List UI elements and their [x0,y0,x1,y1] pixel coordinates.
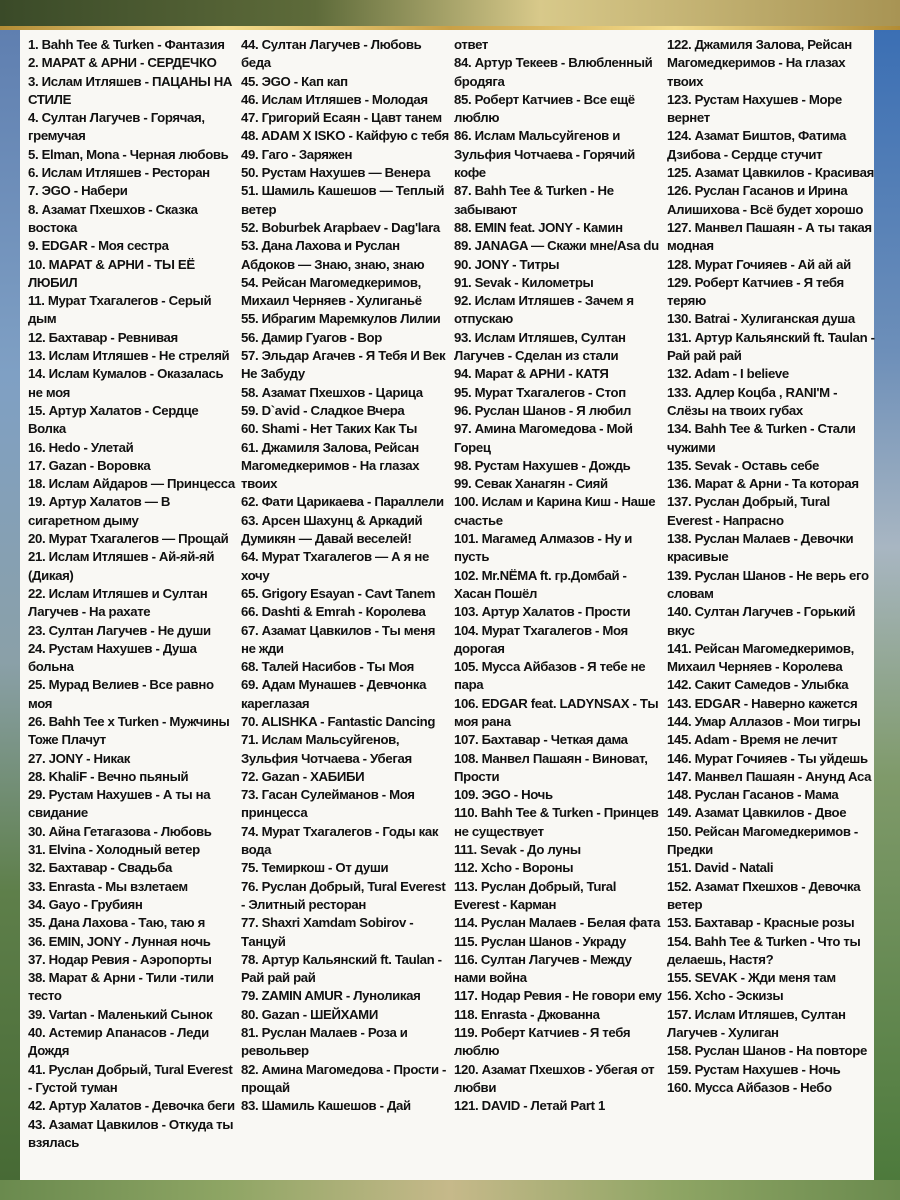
track-item: 46. Ислам Итляшев - Молодая [241,91,428,107]
track-item: 150. Рейсан Магомедкеримов - Предки [667,823,858,858]
track-item: 99. Севак Ханагян - Сияй [454,476,608,492]
track-item: ответ [454,37,488,52]
track-item: 143. EDGAR - Наверно кажется [667,695,858,711]
track-item: 80. Gazan - ШЕЙХАМИ [241,1006,378,1022]
track-item: 60. Shami - Нет Таких Как Ты [241,421,418,437]
track-item: 129. Роберт Катчиев - Я тебя теряю [667,274,844,309]
track-item: 153. Бахтавар - Красные розы [667,915,855,931]
track-item: 12. Бахтавар - Ревнивая [28,329,178,345]
track-item: 112. Xcho - Вороны [454,860,574,876]
track-item: 47. Григорий Есаян - Цавт танем [241,110,442,126]
track-item: 126. Руслан Гасанов и Ирина Алишихова - Всё будет хорошо [667,183,864,217]
track-item: 67. Азамат Цавкилов - Ты меня не жди [241,622,436,656]
track-item: 25. Мурад Велиев - Все равно моя [28,677,214,711]
track-item: 32. Бахтавар - Свадьба [28,860,173,876]
track-item: 96. Руслан Шанов - Я любил [454,402,632,418]
track-item: 81. Руслан Малаев - Роза и револьвер [241,1025,408,1059]
track-item: 82. Амина Магомедова - Прости - прощай [241,1061,447,1095]
track-item: 116. Султан Лагучев - Между нами война [454,951,632,986]
track-item: 135. Sevak - Оставь себе [667,457,820,473]
tracklist-column-3 [454,36,667,1180]
track-item: 27. JONY - Никак [28,750,130,766]
track-item: 42. Артур Халатов - Девочка беги [28,1098,235,1114]
track-item: 35. Дана Лахова - Таю, таю я [28,915,205,931]
track-item: 1. Bahh Tee & Turken - Фантазия [28,37,225,52]
track-item: 131. Артур Кальянский ft. Taulan - Рай рай рай [667,329,875,364]
track-item: 157. Ислам Итляшев, Султан Лагучев - Хулиган [667,1006,846,1041]
track-item: 86. Ислам Мальсуйгенов и Зульфия Чотчаева - Горячий кофе [454,128,635,181]
track-item: 149. Азамат Цавкилов - Двое [667,805,847,821]
track-item: 102. Mr.NЁMA ft. гр.Домбай - Хасан Пошёл [454,567,627,601]
track-item: 123. Рустам Нахушев - Море вернет [667,91,842,126]
track-item: 17. Gazan - Воровка [28,457,151,473]
track-item: 160. Мусса Айбазов - Небо [667,1079,832,1095]
track-item: 59. D`avid - Сладкое Вчера [241,402,405,418]
track-item: 130. Batrai - Хулиганская душа [667,311,855,327]
track-item: 88. EMIN feat. JONY - Камин [454,219,623,235]
track-item: 24. Рустам Нахушев - Душа больна [28,640,197,675]
bottom-photo-border [0,1180,900,1200]
track-item: 106. EDGAR feat. LADYNSAX - Ты моя рана [454,695,659,729]
track-item: 110. Bahh Tee & Turken - Принцев не существует [454,805,659,839]
track-item: 117. Нодар Ревия - Не говори ему [454,988,662,1004]
track-item: 134. Bahh Tee & Turken - Стали чужими [667,421,856,455]
track-item: 138. Руслан Малаев - Девочки красивые [667,531,854,565]
track-item: 62. Фати Царикаева - Параллели [241,494,444,510]
track-item: 36. EMIN, JONY - Лунная ночь [28,933,211,949]
track-item: 15. Артур Халатов - Сердце Волка [28,402,199,437]
track-item: 20. Мурат Тхагалегов — Прощай [28,531,229,547]
tracklist-column-4 [667,36,880,1180]
track-item: 48. ADAM X ISKO - Кайфую с тебя [241,128,449,144]
track-item: 38. Марат & Арни - Тили -тили тесто [28,970,214,1004]
track-item: 18. Ислам Айдаров — Принцесса [28,476,235,492]
tracklist-column-2 [241,36,454,1180]
tracklist-columns [28,36,874,1180]
track-item: 101. Магамед Алмазов - Ну и пусть [454,531,633,565]
tracklist-column-1 [28,36,241,1180]
track-item: 13. Ислам Итляшев - Не стреляй [28,348,230,364]
track-item: 141. Рейсан Магомедкеримов, Михаил Черняев - Королева [667,640,854,675]
track-item: 89. JANAGA — Скажи мне/Asa du [454,238,659,254]
track-item: 95. Мурат Тхагалегов - Стоп [454,384,626,400]
track-item: 45. ЭGO - Кап кап [241,73,348,89]
track-item: 87. Bahh Tee & Turken - Не забывают [454,183,614,217]
track-item: 2. МАРАТ & АРНИ - СЕРДЕЧКО [28,55,217,71]
track-item: 94. Марат & АРНИ - КАТЯ [454,366,609,382]
track-item: 136. Марат & Арни - Та которая [667,476,859,492]
track-item: 4. Султан Лагучев - Горячая, гремучая [28,110,205,144]
track-item: 128. Мурат Гочияев - Ай ай ай [667,256,851,272]
track-item: 57. Эльдар Агачев - Я Тебя И Век Не Забуду [241,348,446,382]
track-item: 53. Дана Лахова и Руслан Абдоков — Знаю, знаю, знаю [241,238,425,272]
track-item: 44. Султан Лагучев - Любовь беда [241,37,422,71]
track-item: 74. Мурат Тхагалегов - Годы как вода [241,823,439,858]
top-photo-border [0,0,900,30]
track-item: 5. Elman, Mona - Черная любовь [28,146,229,162]
track-item: 65. Grigory Esayan - Cavt Tanem [241,585,436,601]
track-item: 109. ЭGO - Ночь [454,787,553,803]
track-item: 68. Талей Насибов - Ты Моя [241,659,414,675]
track-item: 104. Мурат Тхагалегов - Моя дорогая [454,622,628,656]
track-item: 111. Sevak - До луны [454,842,581,858]
track-item: 113. Руслан Добрый, Tural Everest - Карман [454,878,617,912]
track-item: 119. Роберт Катчиев - Я тебя люблю [454,1025,631,1059]
track-item: 72. Gazan - ХАБИБИ [241,768,365,784]
track-item: 75. Темиркош - От души [241,860,389,876]
left-photo-border [0,30,20,1180]
track-item: 158. Руслан Шанов - На повторе [667,1043,867,1059]
track-item: 54. Рейсан Магомедкеримов, Михаил Черняев - Хулиганьё [241,274,422,309]
track-item: 9. EDGAR - Моя сестра [28,238,169,254]
track-item: 3. Ислам Итляшев - ПАЦАНЫ НА СТИЛЕ [28,73,233,107]
track-item: 37. Нодар Ревия - Аэропорты [28,951,212,967]
track-item: 50. Рустам Нахушев — Венера [241,165,431,181]
track-item: 118. Enrasta - Джованна [454,1006,600,1022]
track-item: 90. JONY - Титры [454,256,560,272]
track-item: 133. Адлер Коцба , RANI'M - Слёзы на твоих губах [667,384,838,418]
track-item: 49. Гаго - Заряжен [241,146,353,162]
track-item: 105. Мусса Айбазов - Я тебе не пара [454,659,646,693]
track-item: 61. Джамиля Залова, Рейсан Магомедкеримов - На глазах твоих [241,439,420,492]
track-item: 107. Бахтавар - Четкая дама [454,732,628,748]
track-item: 144. Умар Аллазов - Мои тигры [667,713,861,729]
track-item: 55. Ибрагим Маремкулов Лилии [241,311,441,327]
track-item: 21. Ислам Итляшев - Ай-яй-яй (Дикая) [28,549,215,583]
track-item: 79. ZAMIN AMUR - Луноликая [241,988,421,1004]
track-item: 39. Vartan - Маленький Сынок [28,1006,213,1022]
track-item: 16. Hedo - Улетай [28,439,134,455]
track-item: 151. David - Natali [667,860,774,876]
track-item: 66. Dashti & Emrah - Королева [241,604,426,620]
track-item: 29. Рустам Нахушев - А ты на свидание [28,787,211,821]
track-item: 76. Руслан Добрый, Tural Everest - Элитный ресторан [241,878,446,912]
track-item: 31. Elvina - Холодный ветер [28,842,200,858]
track-item: 97. Амина Магомедова - Мой Горец [454,421,633,455]
track-item: 19. Артур Халатов — В сигаретном дыму [28,494,171,528]
track-item: 63. Арсен Шахунц & Аркадий Думикян — Давай веселей! [241,512,423,547]
track-item: 92. Ислам Итляшев - Зачем я отпускаю [454,293,634,327]
track-item: 84. Артур Текеев - Влюбленный бродяга [454,55,653,89]
track-item: 148. Руслан Гасанов - Мама [667,787,839,803]
track-item: 103. Артур Халатов - Прости [454,604,631,620]
track-item: 145. Adam - Время не лечит [667,732,838,748]
track-item: 154. Bahh Tee & Turken - Что ты делаешь, Настя? [667,933,861,967]
track-item: 10. МАРАТ & АРНИ - ТЫ ЕЁ ЛЮБИЛ [28,256,195,290]
track-item: 122. Джамиля Залова, Рейсан Магомедкеримов - На глазах твоих [667,37,852,89]
track-item: 124. Азамат Биштов, Фатима Дзибова - Сердце стучит [667,128,846,162]
track-item: 93. Ислам Итляшев, Султан Лагучев - Сделан из стали [454,329,626,364]
track-item: 98. Рустам Нахушев - Дождь [454,457,631,473]
track-item: 77. Shaxri Xamdam Sobirov - Танцуй [241,915,414,949]
track-item: 43. Азамат Цавкилов - Откуда ты взялась [28,1116,234,1150]
track-item: 11. Мурат Тхагалегов - Серый дым [28,293,212,327]
track-item: 51. Шамиль Кашешов — Теплый ветер [241,183,445,217]
track-item: 78. Артур Кальянский ft. Taulan - Рай рай рай [241,951,442,986]
track-item: 6. Ислам Итляшев - Ресторан [28,165,210,181]
track-item: 41. Руслан Добрый, Tural Everest - Густой туман [28,1061,233,1095]
track-item: 33. Enrasta - Мы взлетаем [28,878,188,894]
track-item: 147. Манвел Пашаян - Анунд Аса [667,768,872,784]
track-item: 100. Ислам и Карина Киш - Наше счастье [454,494,656,528]
track-item: 159. Рустам Нахушев - Ночь [667,1061,841,1077]
track-item: 70. ALISHKA - Fantastic Dancing [241,713,436,729]
track-item: 73. Гасан Сулейманов - Моя принцесса [241,787,415,821]
track-item: 30. Айна Гетагазова - Любовь [28,823,212,839]
track-item: 114. Руслан Малаев - Белая фата [454,915,661,931]
track-item: 26. Bahh Tee x Turken - Мужчины Тоже Плачут [28,713,230,748]
track-item: 52. Boburbek Arapbaev - Dag'lara [241,219,440,235]
track-item: 140. Султан Лагучев - Горький вкус [667,604,856,638]
track-item: 8. Азамат Пхешхов - Сказка востока [28,201,198,235]
track-item: 56. Дамир Гуагов - Вор [241,329,382,345]
track-item: 83. Шамиль Кашешов - Дай [241,1098,411,1114]
track-item: 127. Манвел Пашаян - А ты такая модная [667,219,872,254]
track-item: 71. Ислам Мальсуйгенов, Зульфия Чотчаева - Убегая [241,732,412,766]
track-item: 28. KhaliF - Вечно пьяный [28,768,189,784]
track-item: 146. Мурат Гочияев - Ты уйдешь [667,750,868,766]
track-item: 115. Руслан Шанов - Украду [454,933,626,949]
track-item: 7. ЭGO - Набери [28,183,128,199]
track-item: 34. Gayo - Грубиян [28,896,143,912]
track-item: 121. DAVID - Летай Part 1 [454,1098,605,1114]
track-item: 22. Ислам Итляшев и Султан Лагучев - На рахате [28,585,208,620]
track-item: 23. Султан Лагучев - Не души [28,622,211,638]
track-item: 139. Руслан Шанов - Не верь его словам [667,567,869,601]
track-item: 155. SEVAK - Жди меня там [667,970,836,986]
track-item: 14. Ислам Кумалов - Оказалась не моя [28,366,224,400]
track-item: 40. Астемир Апанасов - Леди Дождя [28,1025,209,1059]
tracklist-panel [20,30,874,1180]
track-item: 91. Sevak - Километры [454,274,594,290]
track-item: 69. Адам Мунашев - Девчонка кареглазая [241,677,427,711]
track-item: 58. Азамат Пхешхов - Царица [241,384,423,400]
track-item: 85. Роберт Катчиев - Все ещё люблю [454,91,635,126]
track-item: 137. Руслан Добрый, Tural Everest - Напрасно [667,494,830,528]
track-item: 125. Азамат Цавкилов - Красивая [667,165,874,181]
track-item: 120. Азамат Пхешхов - Убегая от любви [454,1061,655,1095]
track-item: 132. Adam - I believe [667,366,789,382]
track-item: 142. Сакит Самедов - Улыбка [667,677,849,693]
track-item: 64. Мурат Тхагалегов — А я не хочу [241,549,429,583]
track-item: 152. Азамат Пхешхов - Девочка ветер [667,878,861,912]
track-item: 156. Xcho - Эскизы [667,988,784,1004]
track-item: 108. Манвел Пашаян - Виноват, Прости [454,750,648,784]
